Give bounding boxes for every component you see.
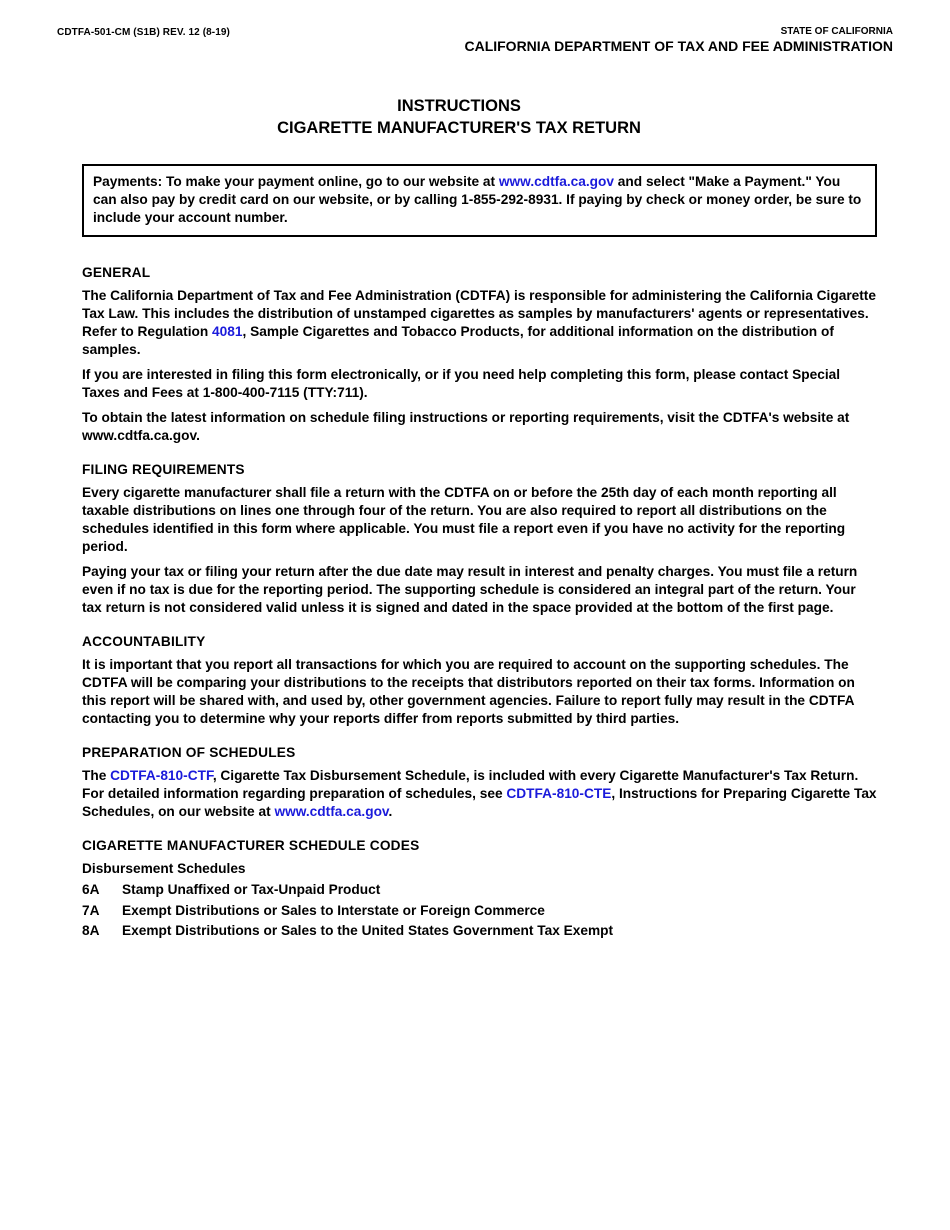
preparation-text-2: , Cigarette Tax Disbursement Schedule, is included with every Cigarette Manufacturer's Tax Return. For detailed information regarding preparation of schedules, see [82,768,859,801]
section-filing [82,461,879,617]
section-accountability [82,633,879,728]
agency-header [464,26,893,54]
website-link[interactable]: www.cdtfa.ca.gov [274,804,389,819]
form-id: CDTFA-501-CM (S1B) REV. 12 (8-19) [57,27,230,38]
section-schedule-codes [82,837,879,940]
state-label: STATE OF CALIFORNIA [780,26,893,37]
schedule-label: Exempt Distributions or Sales to the United States Government Tax Exempt [122,923,614,938]
preparation-heading: PREPARATION OF SCHEDULES [82,745,296,760]
title-line-1: INSTRUCTIONS [397,97,521,115]
general-heading: GENERAL [82,265,151,280]
payment-text-2: and select "Make a Payment." You can also pay by credit card on our website, or by calling 1-855-292-8931. If paying by check or money order, be sure to include your account number. [93,174,862,225]
preparation-text-1: The [82,768,111,783]
schedule-code: 6A [82,882,100,897]
filing-heading: FILING REQUIREMENTS [82,462,245,477]
instructions-body [82,264,879,956]
accountability-paragraph: It is important that you report all transactions for which you are required to account on the supporting schedules. The CDTFA will be comparing your distributions to the receipts that distributors reported on their tax forms. Information on this report will be shared with, and used by, other government agencies. Failure to report fully may result in the CDTFA contacting you to determine why your reports differ from reports submitted by third parties. [82,657,855,726]
schedule-label: Stamp Unaffixed or Tax-Unpaid Product [122,882,381,897]
general-paragraph-3: To obtain the latest information on schedule filing instructions or reporting requirements, visit the CDTFA's website at www.cdtfa.ca.gov. [82,410,850,443]
payment-text-1: Payments: To make your payment online, go to our website at [93,174,499,189]
general-p1-text-2: , Sample Cigarettes and Tobacco Products, for additional information on the distribution of samples. [82,324,834,357]
section-general [82,264,879,445]
schedule-code: 8A [82,923,100,938]
general-paragraph-2: If you are interested in filing this form electronically, or if you need help completing this form, please contact Special Taxes and Fees at 1-800-400-7115 (TTY:711). [82,367,841,400]
preparation-text-4: . [388,804,393,819]
section-preparation [82,744,879,821]
schedule-ctf-link[interactable]: CDTFA-810-CTF [110,768,213,783]
schedule-label: Exempt Distributions or Sales to Interstate or Foreign Commerce [122,902,545,918]
general-p1-text-1: The California Department of Tax and Fee Administration (CDTFA) is responsible for administering the California Cigarette Tax Law. This includes the distribution of unstamped cigarettes as samples by manufacturers' agents or representatives. Refer to Regulation [82,288,876,339]
page-title [0,95,918,139]
filing-paragraph-2: Paying your tax or filing your return after the due date may result in interest and penalty charges. You must file a return even if no tax is due for the reporting period. The supporting schedule is considered an integral part of the return. Your tax return is not considered valid unless it is signed and dated in the space provided at the bottom of the first page. [82,564,858,615]
preparation-text-3: , Instructions for Preparing Cigarette Tax Schedules, on our website at [82,786,877,819]
title-line-2: CIGARETTE MANUFACTURER'S TAX RETURN [277,119,641,137]
department-label: CALIFORNIA DEPARTMENT OF TAX AND FEE ADMINISTRATION [464,38,893,54]
list-item [82,902,879,920]
filing-paragraph-1: Every cigarette manufacturer shall file a return with the CDTFA on or before the 25th day of each month reporting all taxable distributions on lines one through four of the return. You are also required to report all distributions on the schedules identified in this form where applicable. You must file a report even if you have no activity for the reporting period. [82,485,846,554]
schedule-cte-link[interactable]: CDTFA-810-CTE [506,786,612,801]
list-item [82,922,879,940]
preparation-paragraph [82,767,879,821]
disbursement-subheading: Disbursement Schedules [82,861,246,876]
schedule-code: 7A [82,902,100,918]
payment-notice [82,164,877,237]
regulation-link[interactable]: 4081 [212,324,243,339]
general-paragraph-1 [82,287,879,359]
codes-heading: CIGARETTE MANUFACTURER SCHEDULE CODES [82,838,420,853]
list-item [82,881,879,899]
accountability-heading: ACCOUNTABILITY [82,634,206,649]
payment-website-link[interactable]: www.cdtfa.ca.gov [498,174,614,189]
